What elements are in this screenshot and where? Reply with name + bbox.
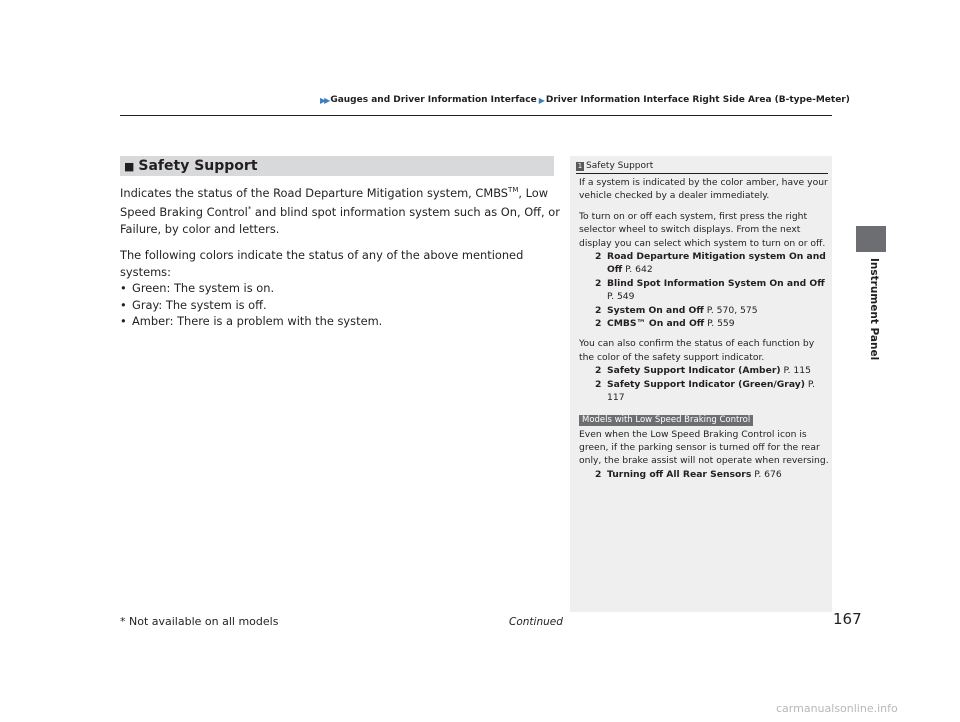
- header-divider: [120, 115, 832, 116]
- page-ref-icon: 2: [595, 318, 602, 330]
- continued-label: Continued: [509, 616, 563, 628]
- page-ref-icon: 2: [595, 365, 602, 377]
- sidebar-paragraph: If a system is indicated by the color amber, have your vehicle checked by a dealer immediately.: [579, 177, 828, 202]
- colors-paragraph: The following colors indicate the status of any of the above mentioned systems:: [120, 248, 524, 279]
- cross-reference-link[interactable]: 2 Safety Support Indicator (Amber) P. 115: [595, 365, 811, 377]
- page-number: 167: [833, 610, 862, 628]
- sidebar-note: [570, 156, 832, 612]
- cross-reference-link[interactable]: 2 Turning off All Rear Sensors P. 676: [595, 468, 782, 480]
- page-ref-icon: 2: [595, 277, 602, 289]
- status-color-list: [120, 280, 560, 330]
- cross-reference-link[interactable]: 2 Blind Spot Information System On and Off P. 549: [595, 277, 825, 303]
- list-item: • Gray: The system is off.: [120, 297, 560, 314]
- cross-reference-link[interactable]: 2 System On and Off P. 570, 575: [595, 304, 758, 316]
- model-applicability-tag: Models with Low Speed Braking Control: [579, 415, 753, 426]
- note-number-badge: 1: [577, 161, 583, 170]
- square-marker-icon: ■: [124, 159, 135, 173]
- footnote-marker: *: [247, 205, 252, 214]
- page-ref-icon: 2: [595, 304, 602, 316]
- sidebar-title: Safety Support: [586, 161, 654, 171]
- sidebar-paragraph: To turn on or off each system, first press the right selector wheel to switch displays. From the next display you can select which system to turn on or off.: [579, 210, 826, 249]
- sidebar-heading: [576, 159, 828, 174]
- watermark: carmanualsonline.info: [776, 702, 898, 715]
- cross-reference-link[interactable]: 2 Safety Support Indicator (Green/Gray) P. 117: [595, 378, 815, 404]
- section-heading: [120, 156, 554, 176]
- cross-reference-list: [579, 250, 829, 330]
- footnote: * Not available on all models: [120, 615, 279, 628]
- list-item: • Amber: There is a problem with the system.: [120, 313, 560, 330]
- chevron-right-icon: ▶: [538, 95, 543, 105]
- breadcrumb-item-right-side-area[interactable]: Driver Information Interface Right Side Area (B-type-Meter): [545, 95, 850, 105]
- cross-reference-link[interactable]: 2 Road Departure Mitigation system On and Off P. 642: [595, 251, 826, 276]
- sidebar-paragraph: You can also confirm the status of each function by the color of the safety support indicator.: [579, 338, 815, 363]
- chevron-right-icon: ▶▶: [320, 95, 329, 105]
- breadcrumb: [320, 95, 850, 105]
- cross-reference-list: [579, 468, 829, 481]
- section-title: Safety Support: [138, 158, 258, 174]
- page-ref-icon: 2: [595, 251, 602, 263]
- sidebar-paragraph: Even when the Low Speed Braking Control icon is green, if the parking sensor is turned off for the rear only, the brake assist will not operate when reversing.: [579, 428, 829, 467]
- page-ref-icon: 2: [595, 378, 602, 390]
- chapter-tab: [856, 226, 886, 252]
- cross-reference-link[interactable]: 2 CMBS™ On and Off P. 559: [595, 318, 735, 330]
- page-ref-icon: 2: [595, 468, 602, 480]
- breadcrumb-item-gauges[interactable]: Gauges and Driver Information Interface: [330, 95, 537, 105]
- sidebar-body: [579, 176, 829, 481]
- intro-paragraph: Indicates the status of the Road Departure Mitigation system, CMBS™, Low Speed Braking Control* and blind spot information system such as On, Off, or Failure, by color and letters.: [120, 185, 560, 236]
- list-item: • Green: The system is on.: [120, 280, 560, 297]
- chapter-label: Instrument Panel: [868, 258, 880, 361]
- cross-reference-list: [579, 364, 829, 404]
- section-body: [120, 182, 560, 330]
